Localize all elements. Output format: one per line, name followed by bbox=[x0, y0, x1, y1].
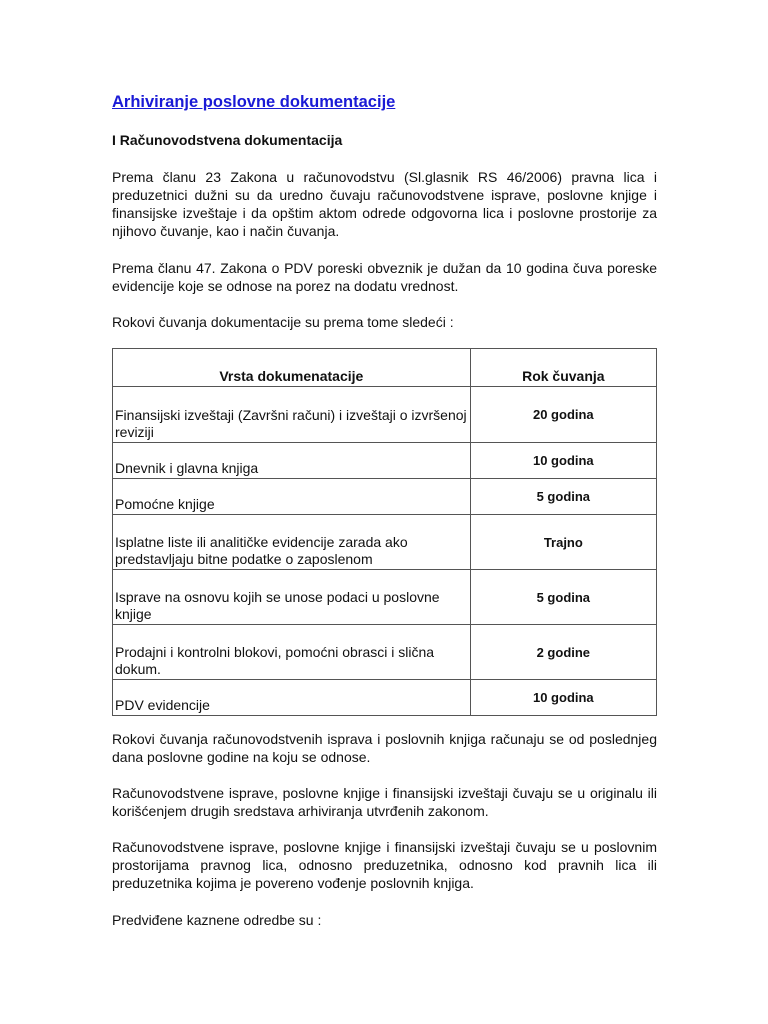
row-retention-period: 5 godina bbox=[470, 570, 656, 625]
row-retention-period: 20 godina bbox=[470, 387, 656, 443]
table-row bbox=[113, 570, 657, 625]
row-document-type: Isprave na osnovu kojih se unose podaci u poslovne knjige bbox=[113, 570, 471, 625]
row-document-type: Prodajni i kontrolni blokovi, pomoćni obrasci i slična dokum. bbox=[113, 625, 471, 680]
table-row bbox=[113, 680, 657, 716]
table-row bbox=[113, 443, 657, 479]
paragraph-vat-law: Prema članu 47. Zakona o PDV poreski obveznik je dužan da 10 godina čuva poreske evidencije koje se odnose na porez na dodatu vrednost. bbox=[112, 260, 657, 294]
retention-table bbox=[112, 348, 657, 716]
row-document-type: Finansijski izveštaji (Završni računi) i izveštaji o izvršenoj reviziji bbox=[113, 387, 471, 443]
section-heading: I Računovodstvena dokumentacija bbox=[112, 132, 343, 148]
paragraph-retention-start: Rokovi čuvanja računovodstvenih isprava i poslovnih knjiga računaju se od poslednjeg dana poslovne godine na koju se odnose. bbox=[112, 731, 657, 765]
table-row bbox=[113, 479, 657, 515]
row-retention-period: 10 godina bbox=[470, 443, 656, 479]
row-retention-period: Trajno bbox=[470, 515, 656, 570]
header-document-type: Vrsta dokumenatacije bbox=[113, 349, 471, 387]
row-document-type: Pomoćne knjige bbox=[113, 479, 471, 515]
header-retention-period: Rok čuvanja bbox=[470, 349, 656, 387]
paragraph-retention-intro: Rokovi čuvanja dokumentacije su prema tome sledeći : bbox=[112, 314, 454, 330]
document-title[interactable]: Arhiviranje poslovne dokumentacije bbox=[112, 93, 396, 111]
table-header-row bbox=[113, 349, 657, 387]
row-document-type: PDV evidencije bbox=[113, 680, 471, 716]
table-row bbox=[113, 625, 657, 680]
table-row bbox=[113, 387, 657, 443]
paragraph-intro-accounting-law: Prema članu 23 Zakona u računovodstvu (Sl.glasnik RS 46/2006) pravna lica i preduzetnici dužni su da uredno čuvaju računovodstvene isprave, poslovne knjige i finansijske izveštaje i da opštim aktom odrede odgovorna lica i poslovne prostorije za njihovo čuvanje, kao i način čuvanja. bbox=[112, 169, 657, 239]
row-retention-period: 10 godina bbox=[470, 680, 656, 716]
row-document-type: Isplatne liste ili analitičke evidencije zarada ako predstavljaju bitne podatke o zaposlenom bbox=[113, 515, 471, 570]
row-document-type: Dnevnik i glavna knjiga bbox=[113, 443, 471, 479]
row-retention-period: 2 godine bbox=[470, 625, 656, 680]
paragraph-original-storage: Računovodstvene isprave, poslovne knjige i finansijski izveštaji čuvaju se u originalu ili korišćenjem drugih sredstava arhiviranja utvrđenih zakonom. bbox=[112, 785, 657, 819]
paragraph-penalties-intro: Predviđene kaznene odredbe su : bbox=[112, 912, 322, 928]
paragraph-storage-location: Računovodstvene isprave, poslovne knjige i finansijski izveštaji čuvaju se u poslovnim prostorijama pravnog lica, odnosno preduzetnika, odnosno kod pravnih lica ili preduzetnika kojima je povereno vođenje poslovnih knjiga. bbox=[112, 839, 657, 891]
table-row bbox=[113, 515, 657, 570]
row-retention-period: 5 godina bbox=[470, 479, 656, 515]
